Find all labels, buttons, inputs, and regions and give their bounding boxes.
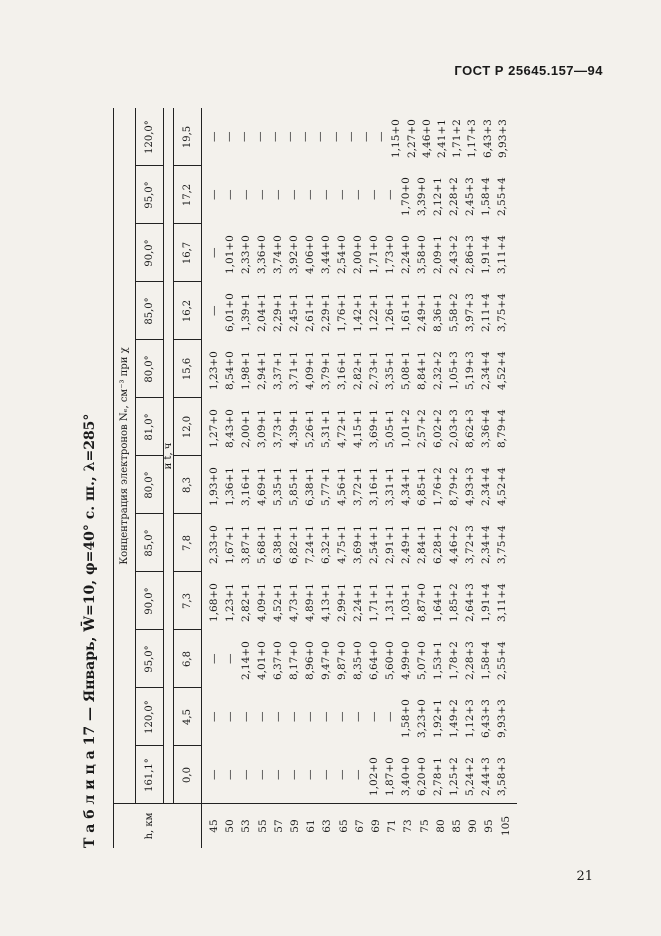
table-cell: 5,35+1 — [272, 467, 284, 506]
table-cell: 1,53+1 — [432, 641, 444, 680]
table-cell: 4,73+1 — [288, 583, 300, 622]
table-cell: — — [304, 711, 316, 722]
table-cell: 6,43+3 — [481, 119, 494, 158]
table-cell: — — [299, 131, 312, 142]
table-cell: 2,14+0 — [240, 641, 252, 680]
table-cell: 2,86+3 — [464, 235, 476, 274]
table-cell: — — [208, 189, 220, 200]
table-cell: 1,01+2 — [400, 409, 412, 448]
table-cell: — — [314, 131, 327, 142]
table-cell: — — [256, 769, 268, 780]
table-cell: 1,58+4 — [480, 641, 492, 680]
table-cell: 3,69+1 — [368, 409, 380, 448]
table-cell: 3,23+0 — [416, 699, 428, 738]
table-cell: — — [208, 769, 220, 780]
rotated-table-block — [75, 108, 517, 848]
table-cell: 1,12+3 — [464, 699, 476, 738]
table-cell: 3,92+0 — [288, 235, 300, 274]
table-cell: 5,26+1 — [304, 409, 316, 448]
table-cell: — — [208, 131, 220, 142]
h-value: 59 — [289, 819, 301, 833]
table-cell: 3,16+1 — [368, 467, 380, 506]
h-value: 75 — [418, 819, 431, 833]
table-cell: 6,20+0 — [416, 757, 428, 796]
table-cell: 4,01+0 — [256, 641, 268, 680]
table-cell: — — [224, 769, 236, 780]
table-cell: 3,31+1 — [384, 467, 396, 506]
h-value: 80 — [434, 819, 447, 833]
table-cell: — — [253, 131, 266, 142]
table-cell: 2,33+0 — [208, 525, 220, 564]
table-cell: 1,71+2 — [451, 119, 464, 158]
table-cell: — — [224, 653, 236, 664]
h-value: 65 — [337, 819, 350, 833]
h-value: 105 — [499, 815, 512, 837]
table-cell: — — [208, 305, 220, 316]
table-cell: 6,32+1 — [320, 525, 332, 564]
table-cell: 9,87+0 — [336, 641, 348, 680]
chi-header-cell: 120,0° — [143, 120, 155, 154]
table-cell: 1,01+0 — [224, 235, 236, 274]
table-cell: 5,58+2 — [448, 293, 460, 332]
table-cell: — — [384, 711, 396, 722]
table-cell: 4,46+2 — [448, 525, 460, 564]
table-cell: 3,36+0 — [256, 235, 268, 274]
table-cell: 3,35+1 — [384, 351, 396, 390]
table-cell: 1,87+0 — [384, 757, 396, 796]
table-cell: 2,73+1 — [368, 351, 380, 390]
h-value: 61 — [305, 819, 318, 833]
table-cell: 1,02+0 — [368, 757, 380, 796]
table-cell: 5,31+1 — [320, 409, 332, 448]
table-cell: 2,54+0 — [336, 235, 348, 274]
table-cell: 2,82+1 — [352, 351, 364, 390]
t-header-cell: 17,2 — [181, 183, 193, 207]
chi-header-cell: 80,0° — [143, 355, 155, 383]
table-cell: 6,28+1 — [432, 525, 444, 564]
table-cell: — — [208, 711, 220, 722]
table-caption: Т а б л и ц а 17 — Январь, W̄=10, φ=40° с. ш., λ=285° — [82, 413, 98, 848]
table-cell: 1,23+0 — [208, 351, 220, 390]
table-cell: 3,72+1 — [352, 467, 364, 506]
concentration-header: Концентрация электронов Nₑ, см⁻³ при χ — [118, 347, 130, 565]
table-cell: 1,15+0 — [390, 119, 403, 158]
table-cell: 3,36+4 — [480, 409, 492, 448]
table-cell: 4,89+1 — [304, 583, 316, 622]
table-cell: 3,58+0 — [416, 235, 428, 274]
h-value: 71 — [386, 819, 399, 833]
table-cell: — — [384, 189, 396, 200]
table-cell: 2,34+4 — [480, 467, 492, 506]
table-cell: 2,44+3 — [480, 757, 492, 796]
table-cell: 1,25+2 — [448, 757, 460, 796]
table-cell: 9,93+3 — [496, 119, 509, 158]
table-cell: — — [344, 131, 357, 142]
table-cell: 8,54+0 — [224, 351, 236, 390]
table-cell: 4,06+0 — [304, 235, 316, 274]
table-cell: 3,79+1 — [320, 351, 332, 390]
table-cell: 1,68+0 — [208, 583, 220, 622]
table-cell: 4,15+1 — [352, 409, 364, 448]
table-cell: 8,79+2 — [448, 467, 460, 506]
table-cell: 3,11+4 — [496, 235, 508, 274]
table-cell: 7,24+1 — [304, 525, 316, 564]
table-cell: 1,05+3 — [448, 351, 460, 390]
table-cell: — — [256, 711, 268, 722]
table-cell: 3,09+1 — [256, 409, 268, 448]
table-cell: 5,68+1 — [256, 525, 268, 564]
table-cell: 8,84+1 — [416, 351, 428, 390]
table-cell: 4,72+1 — [336, 409, 348, 448]
table-cell: 2,45+3 — [464, 177, 476, 216]
table-cell: — — [272, 189, 284, 200]
table-cell: 2,78+1 — [432, 757, 444, 796]
table-cell: 2,99+1 — [336, 583, 348, 622]
table-cell: 4,99+0 — [400, 641, 412, 680]
table-cell: 1,98+1 — [240, 351, 252, 390]
table-cell: — — [208, 247, 220, 258]
table-cell: — — [268, 131, 281, 142]
page-header: ГОСТ Р 25645.157—94 — [454, 63, 603, 78]
table-cell: — — [304, 769, 316, 780]
h-value: 85 — [451, 819, 463, 833]
table-cell: — — [320, 711, 332, 722]
data-table — [113, 108, 517, 848]
table-cell: 3,16+1 — [336, 351, 348, 390]
table-cell: — — [223, 131, 236, 142]
table-cell: 9,93+3 — [496, 699, 508, 738]
table-cell: — — [320, 189, 332, 200]
table-cell: 1,23+1 — [224, 583, 236, 622]
table-cell: — — [224, 189, 236, 200]
table-cell: 2,32+2 — [432, 351, 444, 390]
table-cell: — — [272, 769, 284, 780]
table-cell: 2,29+1 — [272, 293, 284, 332]
table-cell: 8,43+0 — [224, 409, 236, 448]
table-cell: — — [375, 131, 388, 142]
table-cell: 1,58+4 — [480, 177, 492, 216]
table-cell: 2,64+3 — [464, 583, 476, 622]
table-cell: 8,35+0 — [352, 641, 364, 680]
t-header-cell: 15,6 — [181, 357, 193, 381]
table-cell: 1,64+1 — [432, 583, 444, 622]
h-value: 53 — [240, 819, 253, 833]
table-cell: 2,34+4 — [480, 525, 492, 564]
table-cell: 5,08+1 — [400, 351, 412, 390]
t-header-cell: 7,3 — [181, 593, 193, 609]
chi-header-cell: 85,0° — [143, 297, 155, 325]
table-cell: 5,24+2 — [464, 757, 476, 796]
table-cell: 6,38+1 — [272, 525, 284, 564]
table-cell: 4,13+1 — [320, 583, 332, 622]
table-cell: 2,09+1 — [432, 235, 444, 274]
table-cell: — — [320, 769, 332, 780]
table-cell: 2,34+4 — [480, 351, 492, 390]
table-cell: 2,00+1 — [240, 409, 252, 448]
h-value: 67 — [353, 819, 366, 833]
table-cell: 8,87+0 — [416, 583, 428, 622]
table-cell: 5,60+0 — [384, 641, 396, 680]
chi-header-cell: 90,0° — [143, 239, 155, 267]
table-cell: 1,71+1 — [368, 583, 380, 622]
table-cell: 1,03+1 — [400, 583, 412, 622]
table-cell: — — [352, 189, 364, 200]
table-cell: 3,40+0 — [400, 757, 412, 796]
time-header: и t, ч — [162, 442, 174, 470]
table-cell: 8,17+0 — [288, 641, 300, 680]
h-value: 95 — [483, 819, 496, 833]
table-cell: — — [288, 711, 300, 722]
table-cell: 8,62+3 — [464, 409, 476, 448]
t-header-cell: 6,8 — [181, 651, 193, 667]
table-cell: — — [329, 131, 342, 142]
table-cell: 4,52+1 — [272, 583, 284, 622]
table-cell: 4,69+1 — [256, 467, 268, 506]
table-cell: 3,75+4 — [496, 293, 508, 332]
table-cell: 1,71+0 — [368, 235, 380, 274]
table-rule — [201, 108, 202, 848]
table-cell: 4,56+1 — [336, 467, 348, 506]
table-cell: 3,71+1 — [288, 351, 300, 390]
table-cell: 4,52+4 — [496, 467, 508, 506]
table-cell: 2,00+0 — [352, 235, 364, 274]
table-cell: — — [240, 189, 252, 200]
table-cell: 3,73+1 — [272, 409, 284, 448]
table-cell: 1,67+1 — [224, 525, 236, 564]
table-cell: 8,79+4 — [496, 409, 508, 448]
table-cell: 4,34+1 — [400, 467, 412, 506]
table-cell: — — [288, 189, 300, 200]
table-cell: 1,39+1 — [240, 293, 252, 332]
table-cell: — — [208, 653, 220, 664]
table-cell: 1,26+1 — [384, 293, 396, 332]
table-cell: 1,73+0 — [384, 235, 396, 274]
table-cell: — — [224, 711, 236, 722]
t-header-cell: 0,0 — [181, 767, 193, 783]
table-cell: 2,45+1 — [288, 293, 300, 332]
table-cell: 2,27+0 — [405, 119, 418, 158]
table-cell: 4,52+4 — [496, 351, 508, 390]
table-cell: 6,37+0 — [272, 641, 284, 680]
table-cell: 3,37+1 — [272, 351, 284, 390]
table-cell: — — [238, 131, 251, 142]
h-value: 55 — [256, 819, 269, 833]
table-cell: 2,82+1 — [240, 583, 252, 622]
table-cell: 1,31+1 — [384, 583, 396, 622]
table-cell: 1,36+1 — [224, 467, 236, 506]
table-cell: 1,70+0 — [400, 177, 412, 216]
table-cell: 4,09+1 — [304, 351, 316, 390]
table-cell: 3,87+1 — [240, 525, 252, 564]
h-value: 50 — [224, 819, 237, 833]
chi-header-cell: 80,0° — [143, 471, 155, 499]
table-cell: 2,61+1 — [304, 293, 316, 332]
t-header-cell: 7,8 — [181, 535, 193, 551]
table-rule-top — [113, 108, 114, 848]
table-cell: 4,39+1 — [288, 409, 300, 448]
table-cell: 3,72+3 — [464, 525, 476, 564]
table-cell: 2,12+1 — [432, 177, 444, 216]
table-cell: — — [352, 711, 364, 722]
chi-header-cell: 95,0° — [143, 645, 155, 673]
table-cell: — — [352, 769, 364, 780]
table-cell: — — [240, 769, 252, 780]
table-cell: 1,92+1 — [432, 699, 444, 738]
table-cell: — — [336, 711, 348, 722]
table-cell: 4,09+1 — [256, 583, 268, 622]
t-header-cell: 16,2 — [181, 299, 193, 323]
table-cell: — — [360, 131, 372, 142]
table-cell: 3,74+0 — [272, 235, 284, 274]
table-cell: — — [288, 769, 300, 780]
table-cell: 1,85+2 — [448, 583, 460, 622]
table-cell: 1,91+4 — [480, 583, 492, 622]
table-cell: 9,47+0 — [320, 641, 332, 680]
table-cell: 2,24+1 — [352, 583, 364, 622]
table-cell: 1,27+0 — [208, 409, 220, 448]
table-cell: 5,19+3 — [464, 351, 476, 390]
table-cell: 4,93+3 — [464, 467, 476, 506]
table-cell: 6,85+1 — [416, 467, 428, 506]
table-cell: 6,82+1 — [288, 525, 300, 564]
h-value: 63 — [321, 819, 334, 833]
table-cell: — — [368, 711, 380, 722]
table-cell: 6,01+0 — [224, 293, 236, 332]
table-cell: 8,96+0 — [304, 641, 316, 680]
table-cell: 2,43+2 — [448, 235, 460, 274]
table-cell: 5,85+1 — [288, 467, 300, 506]
table-cell: 2,04+1 — [256, 293, 268, 332]
t-header-cell: 12,0 — [181, 415, 193, 439]
table-cell: 1,17+3 — [466, 119, 479, 158]
table-cell: 3,75+4 — [496, 525, 508, 564]
table-cell: 1,61+1 — [400, 293, 412, 332]
table-cell: 2,94+1 — [256, 351, 268, 390]
table-cell: 3,39+0 — [416, 177, 428, 216]
t-header-cell: 4,5 — [181, 709, 193, 725]
table-cell: 1,42+1 — [352, 293, 364, 332]
table-cell: 3,97+3 — [464, 293, 476, 332]
table-cell: 2,28+3 — [464, 641, 476, 680]
table-cell: 2,91+1 — [384, 525, 396, 564]
table-cell: — — [240, 711, 252, 722]
t-header-cell: 8,3 — [181, 477, 193, 493]
chi-header-cell: 85,0° — [143, 529, 155, 557]
table-cell: 2,33+0 — [240, 235, 252, 274]
table-cell: 3,11+4 — [496, 583, 508, 622]
h-value: 73 — [402, 819, 415, 833]
table-cell: 6,02+2 — [432, 409, 444, 448]
table-cell: 2,29+1 — [320, 293, 332, 332]
chi-header-cell: 95,0° — [143, 181, 155, 209]
table-cell: — — [304, 189, 316, 200]
h-column-header — [113, 804, 185, 848]
table-cell: 4,46+0 — [420, 119, 433, 158]
table-cell: 2,84+1 — [416, 525, 428, 564]
table-cell: 5,05+1 — [384, 409, 396, 448]
table-cell: 5,07+0 — [416, 641, 428, 680]
chi-header-cell: 81,0° — [143, 413, 155, 441]
table-cell: 2,57+2 — [416, 409, 428, 448]
h-value: 57 — [272, 819, 285, 833]
table-cell: 1,78+2 — [448, 641, 460, 680]
h-value: 45 — [208, 819, 220, 833]
table-cell: 2,03+3 — [448, 409, 460, 448]
table-cell: 2,28+2 — [448, 177, 460, 216]
table-cell: 2,55+4 — [496, 177, 508, 216]
h-value: 69 — [370, 819, 382, 833]
table-cell: 1,91+4 — [480, 235, 492, 274]
table-cell: 2,49+1 — [400, 525, 412, 564]
table-cell: — — [368, 189, 380, 200]
table-rule — [163, 108, 164, 804]
table-cell: 3,44+0 — [320, 235, 332, 274]
table-cell: 3,16+1 — [240, 467, 252, 506]
table-cell: 1,49+2 — [448, 699, 460, 738]
chi-header-cell: 90,0° — [143, 587, 155, 615]
table-cell: 1,93+0 — [208, 467, 220, 506]
page-number: 21 — [576, 869, 593, 884]
t-header-cell: 19,5 — [181, 125, 193, 149]
chi-header-cell: 161,1° — [143, 758, 155, 792]
table-cell: 2,41+1 — [436, 119, 448, 158]
table-cell: 2,54+1 — [368, 525, 380, 564]
table-cell: 1,76+2 — [432, 467, 444, 506]
table-cell: 6,38+1 — [304, 467, 316, 506]
table-cell: 1,22+1 — [368, 293, 380, 332]
t-header-cell: 16,7 — [181, 241, 193, 265]
table-cell: 6,43+3 — [480, 699, 492, 738]
table-cell: 2,49+1 — [416, 293, 428, 332]
table-cell: 2,11+4 — [480, 293, 492, 332]
table-cell: 4,75+1 — [336, 525, 348, 564]
table-cell: — — [256, 189, 268, 200]
table-cell: 5,77+1 — [320, 467, 332, 506]
table-cell: — — [272, 711, 284, 722]
table-cell: — — [284, 131, 296, 142]
table-cell: 3,58+3 — [496, 757, 508, 796]
table-cell: 6,64+0 — [368, 641, 380, 680]
table-cell: 2,24+0 — [400, 235, 412, 274]
table-cell: 1,58+0 — [400, 699, 412, 738]
table-cell: 8,36+1 — [432, 293, 444, 332]
h-value: 90 — [467, 819, 480, 833]
h-label: h, км — [143, 812, 155, 840]
table-cell: — — [336, 769, 348, 780]
table-cell: 1,76+1 — [336, 293, 348, 332]
table-cell: 2,55+4 — [496, 641, 508, 680]
chi-header-cell: 120,0° — [143, 700, 155, 734]
table-cell: — — [336, 189, 348, 200]
table-cell: 3,69+1 — [352, 525, 364, 564]
